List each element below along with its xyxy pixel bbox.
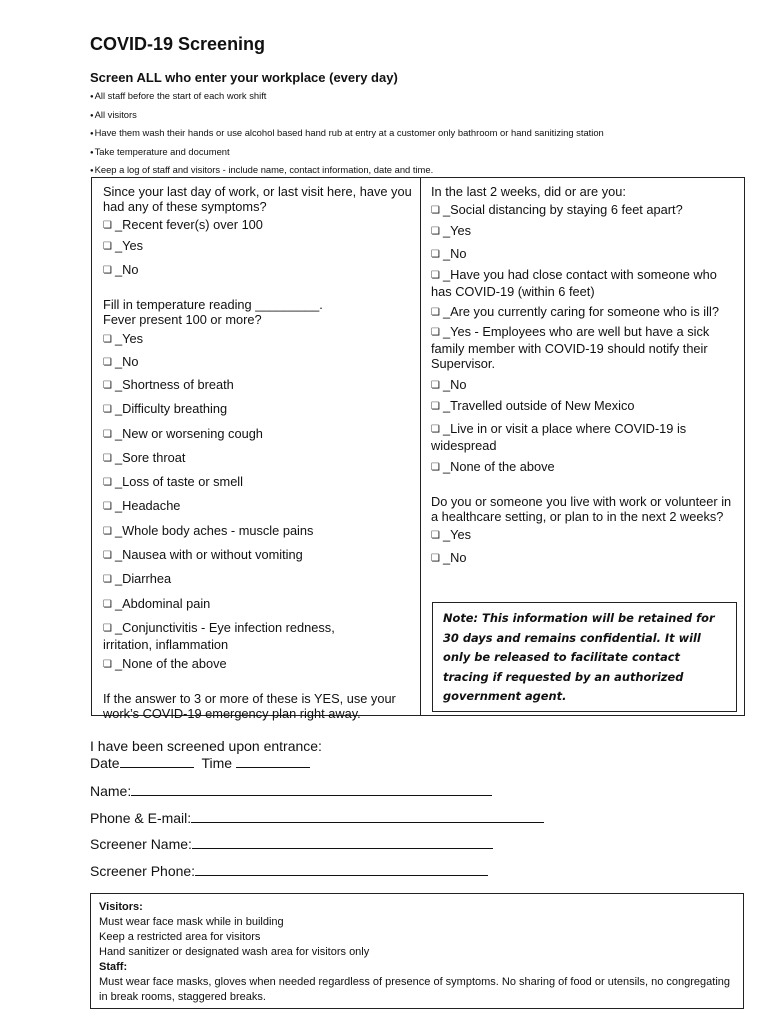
phone-email-row [90, 810, 544, 826]
checkbox-option[interactable]: ❏ _Travelled outside of New Mexico [431, 398, 739, 415]
checkbox-option[interactable]: ❏ _Abdominal pain [103, 596, 415, 613]
screener-name-row [90, 836, 493, 852]
checkbox-option[interactable]: ❏ _Diarrhea [103, 571, 415, 588]
name-label: Name: [90, 783, 132, 799]
checkbox-option[interactable]: ❏ _Have you had close contact with someone who has COVID-19 (within 6 feet) [431, 267, 739, 299]
left-column [103, 184, 415, 721]
screener-phone-row [90, 863, 488, 879]
exposure-question: In the last 2 weeks, did or are you: [431, 184, 626, 199]
list-item: Keep a restricted area for visitors [99, 931, 261, 943]
screener-name-label: Screener Name: [90, 836, 192, 852]
checkbox-option[interactable]: ❏ _Difficulty breathing [103, 401, 415, 418]
checkbox-option[interactable]: ❏ _None of the above [103, 656, 415, 673]
temperature-question: Fill in temperature reading _________. Fever present 100 or more? [103, 297, 323, 327]
list-item: ● Take temperature and document [90, 144, 604, 163]
list-item: ● Have them wash their hands or use alcohol based hand rub at entry at a customer only bathroom or hand sanitizing station [90, 125, 604, 144]
staff-heading: Staff: [99, 961, 128, 973]
checkbox-option[interactable]: ❏ _Whole body aches - muscle pains [103, 523, 415, 540]
date-time-row [90, 755, 322, 772]
checkbox-option[interactable]: ❏ _Yes [103, 238, 415, 255]
screener-phone-label: Screener Phone: [90, 863, 196, 879]
checkbox-option[interactable]: ❏ _Conjunctivitis - Eye infection redness, irritation, inflammation [103, 620, 373, 652]
time-label: Time [201, 755, 233, 771]
healthcare-question: Do you or someone you live with work or volunteer in a healthcare setting, or plan to in the next 2 weeks? [431, 494, 732, 524]
checkbox-option[interactable]: ❏ _No [431, 550, 739, 567]
page-subtitle: Screen ALL who enter your workplace (every day) [90, 70, 398, 85]
list-item: ● All visitors [90, 107, 604, 126]
checkbox-option[interactable]: ❏ _Nausea with or without vomiting [103, 547, 415, 564]
emergency-plan-note: If the answer to 3 or more of these is YES, use your work’s COVID-19 emergency plan right away. [103, 690, 396, 721]
staff-policy: Must wear face masks, gloves when needed regardless of presence of symptoms. No sharing of food or utensils, no congregating in break rooms, staggered breaks. [99, 976, 731, 1003]
checkbox-option[interactable]: ❏ _Yes - Employees who are well but have a sick family member with COVID-19 should notify their Supervisor. [431, 324, 739, 371]
symptoms-list [103, 377, 415, 673]
checkbox-option[interactable]: ❏ _Social distancing by staying 6 feet apart? [431, 202, 739, 219]
checkbox-option[interactable]: ❏ _None of the above [431, 459, 739, 476]
checkbox-option[interactable]: ❏ _No [431, 377, 739, 394]
list-item: ● All staff before the start of each work shift [90, 88, 604, 107]
confidentiality-note: Note: This information will be retained for 30 days and remains confidential. It will only be released to facilitate contact tracing if requested by an authorized government agent. [432, 602, 737, 712]
policy-box [90, 893, 744, 1009]
checkbox-option[interactable]: ❏ _No [431, 246, 739, 263]
list-item: ● Keep a log of staff and visitors - include name, contact information, date and time. [90, 162, 604, 181]
symptoms-question: Since your last day of work, or last visit here, have you had any of these symptoms? [103, 184, 412, 214]
checkbox-option[interactable]: ❏ _Loss of taste or smell [103, 474, 415, 491]
list-item: Hand sanitizer or designated wash area for visitors only [99, 946, 370, 958]
name-field[interactable] [131, 783, 492, 796]
checkbox-option[interactable]: ❏ _New or worsening cough [103, 426, 415, 443]
time-field[interactable] [236, 755, 310, 768]
list-item: Must wear face mask while in building [99, 916, 284, 928]
checkbox-option[interactable]: ❏ _Live in or visit a place where COVID-19 is widespread [431, 421, 739, 453]
phone-email-field[interactable] [191, 810, 544, 823]
column-divider [420, 177, 421, 716]
checkbox-option[interactable]: ❏ _No [103, 262, 415, 279]
checkbox-option[interactable]: ❏ _Yes [431, 527, 739, 544]
screener-phone-field[interactable] [195, 863, 488, 876]
screened-label: I have been screened upon entrance: [90, 738, 322, 754]
checkbox-option[interactable]: ❏ _No [103, 354, 415, 371]
page-title: COVID-19 Screening [90, 34, 266, 54]
checkbox-option[interactable]: ❏ _Yes [103, 331, 415, 348]
checkbox-option[interactable]: ❏ _Shortness of breath [103, 377, 415, 394]
phone-email-label: Phone & E-mail: [90, 810, 192, 826]
date-label: Date [90, 755, 120, 771]
instructions-list [90, 88, 604, 181]
checkbox-option[interactable]: ❏ _Sore throat [103, 450, 415, 467]
checkbox-option[interactable]: ❏ _Recent fever(s) over 100 [103, 217, 415, 234]
checkbox-option[interactable]: ❏ _Are you currently caring for someone who is ill? [431, 304, 739, 321]
visitors-heading: Visitors: [99, 901, 143, 913]
checkbox-option[interactable]: ❏ _Headache [103, 498, 415, 515]
screener-name-field[interactable] [192, 836, 493, 849]
checkbox-option[interactable]: ❏ _Yes [431, 223, 739, 240]
right-column [431, 184, 739, 567]
name-row [90, 783, 492, 799]
date-field[interactable] [120, 755, 194, 768]
screened-statement [90, 738, 322, 772]
